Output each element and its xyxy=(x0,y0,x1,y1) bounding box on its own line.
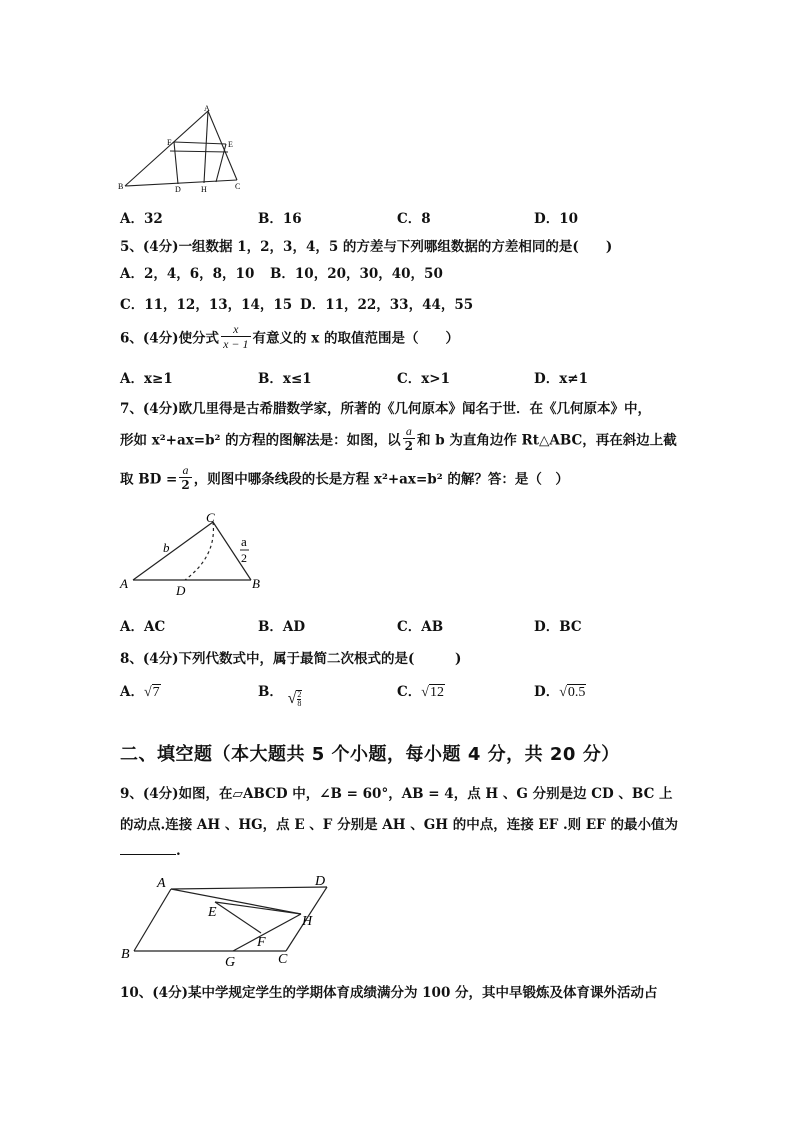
q9-label-g: G xyxy=(225,955,236,970)
q4-option-b[interactable]: B．16 xyxy=(258,211,302,227)
fig1-label-e: E xyxy=(228,140,233,149)
q7-label-d: D xyxy=(176,583,186,598)
q8-b-num: 2 xyxy=(297,690,302,700)
q7-fraction-1 xyxy=(403,424,415,453)
q7-label-two: 2 xyxy=(241,551,247,565)
q8-sqrt-12: √12 xyxy=(421,685,444,700)
q8-option-b-letter: B． xyxy=(258,684,283,700)
q7-label-c: C xyxy=(206,510,215,525)
q8-number: 8、(4分) xyxy=(120,651,179,667)
q9-label-h: H xyxy=(302,914,313,929)
q8-option-a[interactable] xyxy=(120,680,161,701)
fig1-label-c: C xyxy=(235,182,241,191)
q5-number: 5、(4分) xyxy=(120,239,179,255)
q7-frac1-den: 2 xyxy=(404,439,413,453)
q7-label-b-point: B xyxy=(252,576,260,591)
q10-question xyxy=(120,981,658,1001)
q8-radicand-a: 7 xyxy=(152,685,160,700)
q8-sqrt-7: √7 xyxy=(143,685,160,700)
q5-text: 一组数据 1，2，3，4，5 的方差与下列哪组数据的方差相同的是( ) xyxy=(178,239,613,255)
q9-answer-blank[interactable] xyxy=(120,854,176,855)
q7-line3-post: ，则图中哪条线段的长是方程 x²+ax=b² 的解？答：是（ ） xyxy=(193,471,569,488)
q8-sqrt-fraction: √ $\frac{2}{8}$ xyxy=(287,690,302,709)
q6-option-a[interactable]: A．x≥1 xyxy=(120,371,173,387)
q9-label-d: D xyxy=(315,874,326,889)
q8-option-c-letter: C． xyxy=(397,684,422,700)
q9-label-e: E xyxy=(208,905,217,920)
q6-option-d[interactable]: D．x≠1 xyxy=(534,371,588,387)
q6-frac-num: x xyxy=(233,322,239,336)
q7-number: 7、(4分) xyxy=(120,401,179,417)
section2-heading: 二、填空题（本大题共 5 个小题，每小题 4 分，共 20 分） xyxy=(120,744,620,765)
q8-option-b[interactable] xyxy=(258,680,302,709)
q4-option-a[interactable]: A．32 xyxy=(120,211,163,227)
fig1-label-f: F xyxy=(167,138,172,147)
q7-line1-text: 欧几里得是古希腊数学家，所著的《几何原本》闻名于世．在《几何原本》中， xyxy=(178,401,652,417)
q5-option-d[interactable]: D．11，22，33，44，55 xyxy=(300,297,474,313)
q8-text: 下列代数式中，属于最简二次根式的是( ) xyxy=(178,651,462,667)
q7-option-b[interactable]: B．AD xyxy=(258,619,306,635)
q8-option-a-letter: A． xyxy=(120,684,144,700)
q7-label-b-side: b xyxy=(163,540,170,555)
q4-option-d[interactable]: D．10 xyxy=(534,211,578,227)
q9-line1-text: 如图，在▱ABCD 中，∠B = 60°，AB = 4，点 H 、G 分别是边 CD 、BC 上 xyxy=(178,786,673,802)
q9-line3-end: . xyxy=(176,843,181,859)
q7-label-a: a xyxy=(241,534,247,549)
q8-sqrt-0-5: √0.5 xyxy=(559,685,586,700)
q6-number: 6、(4分) xyxy=(120,330,179,347)
q10-number: 10、(4分) xyxy=(120,985,188,1001)
q6-fraction xyxy=(221,322,250,351)
q7-figure xyxy=(115,508,270,598)
q6-post: 有意义的 x 的取值范围是（ ） xyxy=(252,330,459,347)
q7-fraction-2 xyxy=(179,463,191,492)
q6-pre: 使分式 xyxy=(178,330,220,347)
q7-line2-pre: 形如 x²+ax=b² 的方程的图解法是：如图，以 xyxy=(120,432,401,449)
fig1-label-b: B xyxy=(118,182,124,191)
q6-option-b[interactable]: B．x≤1 xyxy=(258,371,312,387)
q8-question xyxy=(120,647,461,667)
q9-line1 xyxy=(120,782,673,802)
q7-option-a[interactable]: A．AC xyxy=(120,619,166,635)
q8-option-c[interactable] xyxy=(397,680,445,701)
fig1-label-h: H xyxy=(201,185,207,194)
q7-line3 xyxy=(120,463,569,492)
fig1-label-a: A xyxy=(204,104,210,113)
q6-option-c[interactable]: C．x>1 xyxy=(397,371,450,387)
q7-option-d[interactable]: D．BC xyxy=(534,619,582,635)
q9-label-c: C xyxy=(278,952,288,967)
q6-frac-den: x − 1 xyxy=(223,337,249,351)
fig1-label-d: D xyxy=(175,185,181,194)
q9-label-a: A xyxy=(157,876,166,891)
q8-b-den: 8 xyxy=(297,699,302,709)
q5-question xyxy=(120,235,612,255)
q7-label-a-point: A xyxy=(120,576,128,591)
q10-text: 某中学规定学生的学期体育成绩满分为 100 分，其中早锻炼及体育课外活动占 xyxy=(187,985,658,1001)
q6-question xyxy=(120,322,459,351)
q9-label-b: B xyxy=(121,947,130,962)
q5-option-c[interactable]: C．11，12，13，14，15 xyxy=(120,297,293,313)
q9-number: 9、(4分) xyxy=(120,786,179,802)
q5-option-b[interactable]: B．10，20，30，40，50 xyxy=(270,266,443,282)
q9-figure xyxy=(115,870,335,970)
q7-line2-post: 和 b 为直角边作 Rt△ABC，再在斜边上截 xyxy=(417,432,677,449)
q9-line2: 的动点.连接 AH 、HG，点 E 、F 分别是 AH 、GH 的中点，连接 EF .则 EF 的最小值为 xyxy=(120,817,678,833)
q9-line3 xyxy=(120,843,181,859)
q9-label-f: F xyxy=(257,935,266,950)
q7-frac2-den: 2 xyxy=(181,478,190,492)
q4-figure xyxy=(118,103,258,195)
q7-line2 xyxy=(120,424,677,453)
q7-frac1-num: a xyxy=(405,424,412,438)
q7-frac2-num: a xyxy=(182,463,189,477)
q8-radicand-d: 0.5 xyxy=(567,685,586,700)
q7-line1 xyxy=(120,397,651,417)
q8-radicand-c: 12 xyxy=(429,685,444,700)
q7-option-c[interactable]: C．AB xyxy=(397,619,444,635)
q4-option-c[interactable]: C．8 xyxy=(397,211,431,227)
q5-option-a[interactable]: A．2，4，6，8，10 xyxy=(120,266,255,282)
q8-option-d[interactable] xyxy=(534,680,586,701)
q7-line3-pre: 取 BD = xyxy=(120,471,178,488)
q8-option-d-letter: D． xyxy=(534,684,560,700)
